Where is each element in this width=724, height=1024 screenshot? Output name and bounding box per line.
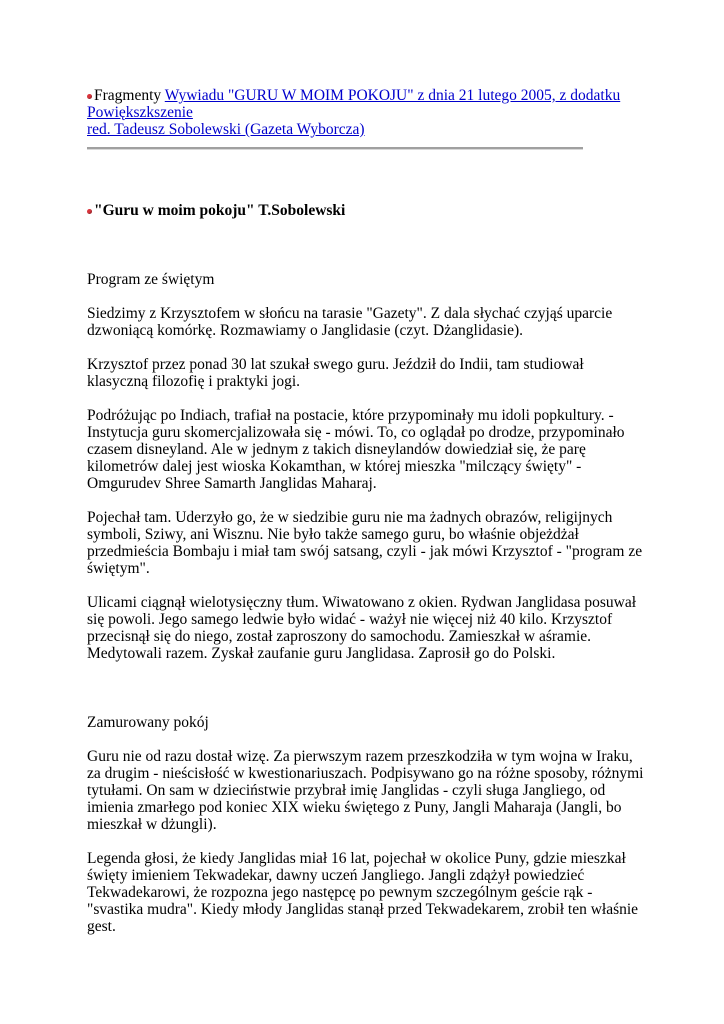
paragraph: Legenda głosi, że kiedy Janglidas miał 16 lat, pojechał w okolice Puny, gdzie mieszkał święty imieniem Tekwadekar, dawny uczeń Jangliego. Jangli zdążył powiedzieć Tekwadekarowi, że rozpozna jego następcę po pewnym szczególnym geście rąk - "svastika mudra". Kiedy młody Janglidas stanął przed Tekwadekarem, zrobił ten właśnie gest. <box>87 850 639 935</box>
paragraph: Pojechał tam. Uderzyło go, że w siedzibie guru nie ma żadnych obrazów, religijnych symboli, Sziwy, ani Wisznu. Nie było także samego guru, bo właśnie objeżdżał przedmieścia Bombaju i miał tam swój satsang, czyli - jak mówi Krzysztof - "program ze świętym". <box>87 509 643 577</box>
bullet-icon <box>87 209 92 214</box>
paragraph: Krzysztof przez ponad 30 lat szukał swego guru. Jeździł do Indii, tam studiował klasyczną filozofię i praktyki jogi. <box>87 356 584 390</box>
section-1 <box>87 271 647 662</box>
source-header <box>87 87 647 138</box>
paragraph: Ulicami ciągnął wielotysięczny tłum. Wiwatowano z okien. Rydwan Janglidasa posuwał się powoli. Jego samego ledwie było widać - ważył nie więcej niż 40 kilo. Krzysztof przecisnął się do niego, został zaproszony do samochodu. Zamieszkał w aśramie. Medytowali razem. Zyskał zaufanie guru Janglidasa. Zaprosił go do Polski. <box>87 594 637 662</box>
section-heading: Program ze świętym <box>87 271 215 288</box>
divider <box>87 147 583 150</box>
header-prefix: Fragmenty <box>94 87 162 104</box>
section-2 <box>87 714 647 935</box>
paragraph: Podróżując po Indiach, trafiał na postacie, które przypominały mu idoli popkultury. - Instytucja guru skomercjalizowała się - mówi. To, co oglądał po drodze, przypominało czasem disneyland. Ale w jednym z takich disneylandów dowiedział się, że parę kilometrów dalej jest wioska Kokamthan, w której mieszka "milczący święty" - Omgurudev Shree Samarth Janglidas Maharaj. <box>87 407 625 492</box>
paragraph: Guru nie od razu dostał wizę. Za pierwszym razem przeszkodziła w tym wojna w Iraku, za drugim - nieścisłość w kwestionariuszach. Podpisywano go na różne sposoby, różnymi tytułami. On sam w dzieciństwie przybrał imię Janglidas - czyli sługa Jangliego, od imienia zmarłego pod koniec XIX wieku świętego z Puny, Jangli Maharaja (Jangli, bo mieszkał w dżungli). <box>87 748 644 833</box>
interview-link[interactable]: Wywiadu "GURU W MOIM POKOJU" z dnia 21 lutego 2005, z dodatku Powiększkszenie red. Tadeusz Sobolewski (Gazeta Wyborcza) <box>87 87 621 138</box>
article-title: "Guru w moim pokoju" T.Sobolewski <box>87 202 647 219</box>
section-heading: Zamurowany pokój <box>87 714 209 731</box>
bullet-icon <box>87 94 92 99</box>
document-page <box>87 87 647 935</box>
paragraph: Siedzimy z Krzysztofem w słońcu na tarasie "Gazety". Z dala słychać czyjąś uparcie dzwoniącą komórkę. Rozmawiamy o Janglidasie (czyt. Dżanglidasie). <box>87 305 613 339</box>
